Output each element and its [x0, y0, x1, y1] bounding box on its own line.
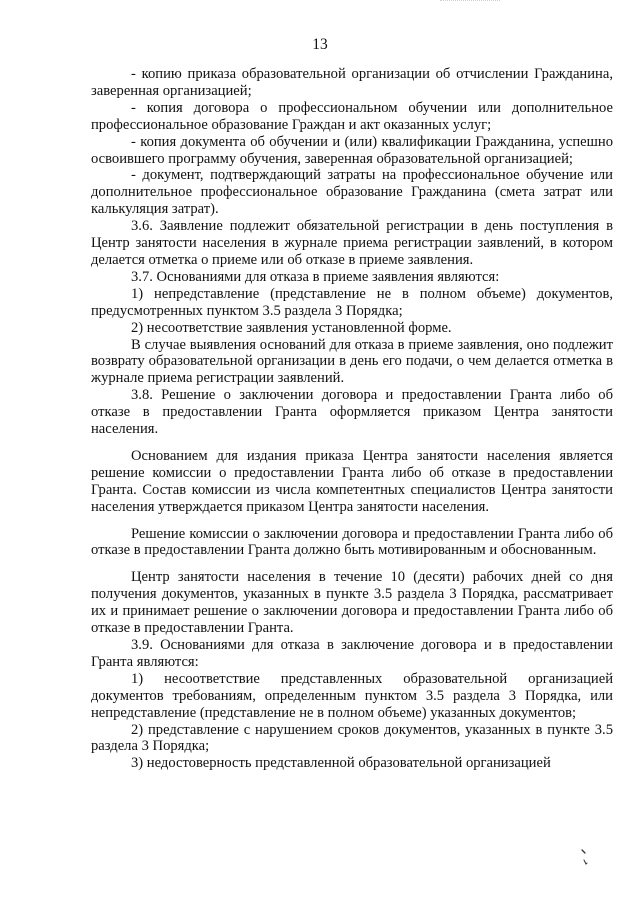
refusal-reason-item: 1) непредставление (представление не в полном объеме) документов, предусмотренных пунктом 3.5 раздела 3 Порядка; [91, 285, 613, 319]
refusal-reason-item: 2) несоответствие заявления установленной форме. [131, 319, 452, 336]
clause-3-6: 3.6. Заявление подлежит обязательной регистрации в день поступления в Центр занятости населения в журнале приема регистрации заявлений, в котором делается отметка о приеме или об отказе в приеме заявления. [91, 218, 613, 268]
paragraph: Основанием для издания приказа Центра занятости населения является решение комиссии о предоставлении Гранта либо об отказе в предоставлении Гранта. Состав комиссии из числа компетентных специалистов Центра занятости населения утверждается приказом Центра занятости населения. [91, 447, 613, 515]
document-list-item: - копия документа об обучении и (или) квалификации Гражданина, успешно освоившего программу обучения, заверенная образовательной организацией; [91, 133, 613, 167]
page-number: 13 [312, 36, 328, 53]
document-list-item: - копия договора о профессиональном обучении или дополнительное профессиональное образование Граждан и акт оказанных услуг; [91, 99, 613, 133]
document-body [91, 66, 613, 772]
document-list-item: - копию приказа образовательной организации об отчислении Гражданина, заверенная организацией; [91, 66, 613, 99]
paragraph: Центр занятости населения в течение 10 (десяти) рабочих дней со дня получения документов, указанных в пункте 3.5 раздела 3 Порядка, рассматривает их и принимает решение о заключении договора и предоставлении Гранта либо об отказе в предоставлении Гранта. [91, 569, 613, 637]
paragraph: В случае выявления оснований для отказа в приеме заявления, оно подлежит возврату образовательной организации в день его подачи, о чем делается отметка в журнале приема регистрации заявлений. [91, 336, 613, 387]
refusal-reason-item: 2) представление с нарушением сроков документов, указанных в пункте 3.5 раздела 3 Порядка; [91, 721, 613, 755]
clause-3-7-heading: 3.7. Основаниями для отказа в приеме заявления являются: [131, 268, 500, 285]
scan-edge-mark [440, 0, 500, 4]
refusal-reason-item: 3) недостоверность представленной образовательной организацией [131, 755, 551, 772]
refusal-reason-item: 1) несоответствие представленных образовательной организацией документов требованиям, определенным пунктом 3.5 раздела 3 Порядка, или непредставление (представление не в полном объеме) указанных документов; [91, 670, 613, 721]
clause-3-8: 3.8. Решение о заключении договора и предоставлении Гранта либо об отказе в предоставлении Гранта оформляется приказом Центра занятости населения. [91, 387, 613, 438]
document-list-item: - документ, подтверждающий затраты на профессиональное обучение или дополнительное профессиональное образование Гражданина (смета затрат или калькуляция затрат). [91, 167, 613, 218]
ink-mark-icon [578, 846, 600, 868]
paragraph: Решение комиссии о заключении договора и предоставлении Гранта либо об отказе в предоставлении Гранта должно быть мотивированным и обоснованным. [91, 525, 613, 559]
clause-3-9-heading: 3.9. Основаниями для отказа в заключение договора и в предоставлении Гранта являются: [91, 637, 613, 670]
